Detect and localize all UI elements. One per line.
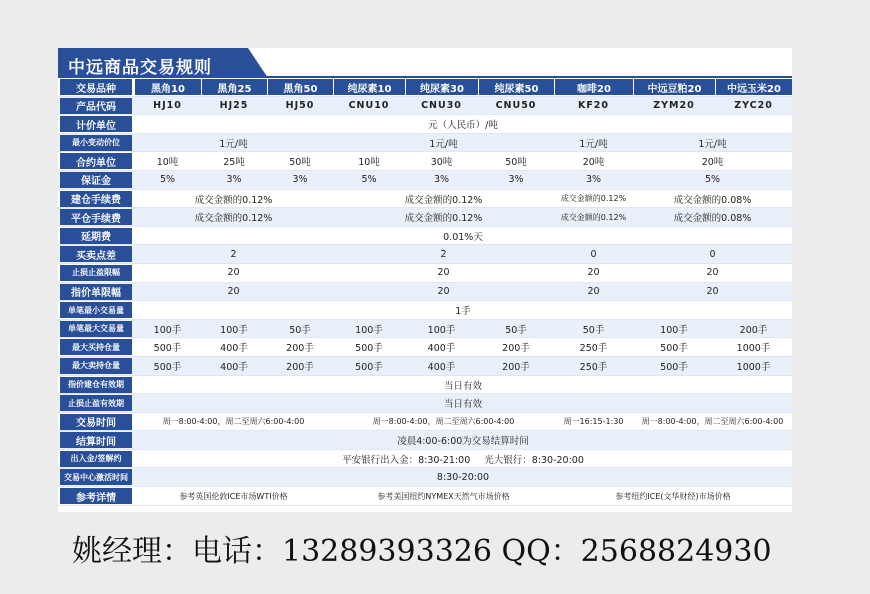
cell: 1元/吨 xyxy=(698,138,727,150)
cell: 20吨 xyxy=(701,157,724,169)
cell: 20 xyxy=(587,286,600,298)
deposit-bank-2: 光大银行：8:30-20:00 xyxy=(484,454,584,466)
rules-table-image xyxy=(58,48,792,512)
row-min-lot xyxy=(58,301,792,320)
table-title: 中远商品交易规则 xyxy=(68,58,212,78)
row-label: 合约单位 xyxy=(60,153,132,169)
cell: 20吨 xyxy=(582,157,605,169)
cell: 500手 xyxy=(660,343,688,355)
cell: 0 xyxy=(590,248,597,260)
row-label: 最大买持仓量 xyxy=(60,339,132,355)
row-label: 止损止盈有效期 xyxy=(60,395,132,411)
cell: 3% xyxy=(226,174,242,186)
row-reference xyxy=(58,487,792,506)
cell: 400手 xyxy=(427,361,456,373)
cell: 50手 xyxy=(582,324,605,336)
row-stop-valid xyxy=(58,394,792,413)
product-header: 黑角10 xyxy=(134,79,201,95)
cell: 当日有效 xyxy=(443,380,482,392)
contact-line: 姚经理：电话：13289393326 QQ：2568824930 xyxy=(72,534,772,569)
cell: 当日有效 xyxy=(443,399,482,411)
cell: 20 xyxy=(227,267,240,279)
deposit-bank-1: 平安银行出入金：8:30-21:00 xyxy=(342,454,471,466)
cell: HJ50 xyxy=(285,100,315,112)
row-close-fee xyxy=(58,208,792,227)
cell: 1元/吨 xyxy=(429,138,458,150)
cell: HJ25 xyxy=(219,100,249,112)
row-stop-range xyxy=(58,264,792,283)
cell: 0.01%天 xyxy=(443,231,483,243)
cell: 10吨 xyxy=(156,157,179,169)
cell: 50吨 xyxy=(505,157,527,169)
row-label: 产品代码 xyxy=(60,98,132,114)
cell: 3% xyxy=(292,174,308,186)
row-limit-range xyxy=(58,283,792,302)
cell: 周一8:00-4:00，周二至周六6:00-4:00 xyxy=(372,417,515,427)
cell: 成交金额的0.12% xyxy=(194,213,273,225)
cell: 30吨 xyxy=(430,157,453,169)
row-label: 延期费 xyxy=(60,228,132,244)
row-label: 计价单位 xyxy=(60,116,132,132)
cell: 100手 xyxy=(427,324,456,336)
cell: 200手 xyxy=(502,361,530,373)
cell: 100手 xyxy=(220,324,248,336)
cell: ZYC20 xyxy=(734,100,773,112)
cell: CNU30 xyxy=(421,100,462,112)
cell: 20 xyxy=(587,267,600,279)
cell: 成交金额的0.12% xyxy=(560,212,627,222)
row-max-buy xyxy=(58,338,792,357)
row-max-sell xyxy=(58,357,792,376)
cell: 250手 xyxy=(579,361,608,373)
row-deferral-fee xyxy=(58,227,792,246)
product-header: 纯尿素30 xyxy=(405,79,478,95)
row-label: 指价单限幅 xyxy=(60,284,132,300)
product-header: 中远玉米20 xyxy=(715,79,792,95)
cell: 周一16:15-1:30 xyxy=(563,417,624,427)
product-header: 黑角25 xyxy=(201,79,267,95)
cell: 200手 xyxy=(286,361,314,373)
cell: 8:30-20:00 xyxy=(436,471,490,483)
row-spread xyxy=(58,245,792,264)
row-label: 指价建仓有效期 xyxy=(60,377,132,393)
title-bar xyxy=(58,48,792,78)
cell: 3% xyxy=(508,174,524,186)
cell: 元（人民币）/吨 xyxy=(428,120,498,132)
cell: 10吨 xyxy=(358,157,380,169)
row-label: 买卖点差 xyxy=(60,246,132,262)
cell: 5% xyxy=(361,174,377,186)
cell: 凌晨4:00-6:00为交易结算时间 xyxy=(397,436,529,448)
row-label: 交易品种 xyxy=(60,79,132,95)
row-price-unit xyxy=(58,115,792,134)
cell: CNU10 xyxy=(348,100,390,112)
cell: 20 xyxy=(227,286,240,298)
cell: 参考美国纽约NYMEX天然气市场价格 xyxy=(377,491,510,501)
row-label: 交易中心激活时间 xyxy=(60,469,132,485)
row-label: 结算时间 xyxy=(60,432,132,448)
cell: 200手 xyxy=(502,343,530,355)
cell: 1元/吨 xyxy=(219,138,248,150)
row-codes xyxy=(58,97,792,116)
product-header: 中远豆粕20 xyxy=(633,79,715,95)
cell: 周一8:00-4:00，周二至周六6:00-4:00 xyxy=(162,417,305,427)
cell: 50吨 xyxy=(289,157,311,169)
product-header: 纯尿素10 xyxy=(333,79,405,95)
cell: 2 xyxy=(440,248,447,260)
cell: 20 xyxy=(706,286,719,298)
row-settle-time xyxy=(58,431,792,450)
cell: 500手 xyxy=(153,361,182,373)
cell: 3% xyxy=(433,174,450,186)
row-label: 出入金/签解约 xyxy=(60,451,132,467)
cell: 1元/吨 xyxy=(579,138,608,150)
row-label: 止损止盈限幅 xyxy=(60,265,132,281)
row-trade-time xyxy=(58,413,792,432)
cell: 500手 xyxy=(660,361,688,373)
header-row xyxy=(58,78,792,97)
cell: 20 xyxy=(437,267,450,279)
cell: 25吨 xyxy=(223,157,245,169)
cell: 50手 xyxy=(289,324,311,336)
row-label: 单笔最小交易量 xyxy=(60,302,132,318)
cell: 100手 xyxy=(355,324,383,336)
cell: 100手 xyxy=(153,324,182,336)
cell: 成交金额的0.08% xyxy=(673,213,752,225)
cell: 1000手 xyxy=(736,343,771,355)
cell: 1手 xyxy=(455,306,471,318)
product-header: 纯尿素50 xyxy=(478,79,554,95)
product-header: 黑角50 xyxy=(267,79,333,95)
cell: ZYM20 xyxy=(653,100,695,112)
cell: 成交金额的0.12% xyxy=(194,194,273,206)
cell: 成交金额的0.08% xyxy=(673,194,752,206)
cell: 400手 xyxy=(220,361,248,373)
row-open-fee xyxy=(58,190,792,209)
row-label: 平仓手续费 xyxy=(60,209,132,225)
cell: HJ10 xyxy=(153,100,182,112)
row-min-tick xyxy=(58,134,792,153)
cell: 500手 xyxy=(355,361,383,373)
cell: 400手 xyxy=(220,343,248,355)
cell: 参考英国伦敦ICE市场WTI价格 xyxy=(179,491,288,501)
row-max-lot xyxy=(58,320,792,339)
product-header: 咖啡20 xyxy=(554,79,633,95)
cell: 0 xyxy=(709,248,716,260)
cell: 5% xyxy=(704,174,721,186)
cell: 500手 xyxy=(153,343,182,355)
cell: 1000手 xyxy=(736,361,771,373)
cell: 5% xyxy=(159,174,176,186)
cell: 2 xyxy=(230,248,237,260)
cell: 100手 xyxy=(660,324,688,336)
cell: 周一8:00-4:00，周二至周六6:00-4:00 xyxy=(641,417,784,427)
row-label: 保证金 xyxy=(60,172,132,188)
row-label: 建仓手续费 xyxy=(60,191,132,207)
cell: 20 xyxy=(437,286,450,298)
cell: 50手 xyxy=(505,324,527,336)
cell xyxy=(134,450,792,468)
row-label: 单笔最大交易量 xyxy=(60,321,132,337)
cell: 参考纽约ICE(文华财经)市场价格 xyxy=(615,491,731,501)
row-label: 最小变动价位 xyxy=(60,135,132,151)
row-label: 交易时间 xyxy=(60,414,132,430)
cell: 500手 xyxy=(355,343,383,355)
cell: 200手 xyxy=(739,324,768,336)
row-margin xyxy=(58,171,792,190)
cell: KF20 xyxy=(577,100,610,112)
cell: 3% xyxy=(585,174,602,186)
cell: 成交金额的0.12% xyxy=(404,213,483,225)
row-deposit xyxy=(58,450,792,469)
cell: 250手 xyxy=(579,343,608,355)
cell: 20 xyxy=(706,267,719,279)
cell: 成交金额的0.12% xyxy=(560,194,627,204)
cell: 成交金额的0.12% xyxy=(404,194,483,206)
row-label: 最大卖持仓量 xyxy=(60,358,132,374)
cell: 400手 xyxy=(427,343,456,355)
cell: CNU50 xyxy=(495,100,537,112)
row-activation xyxy=(58,468,792,487)
row-label: 参考详情 xyxy=(60,488,132,504)
cell: 200手 xyxy=(286,343,314,355)
row-limit-open-valid xyxy=(58,376,792,395)
row-contract-unit xyxy=(58,152,792,171)
rules-grid xyxy=(58,78,792,506)
